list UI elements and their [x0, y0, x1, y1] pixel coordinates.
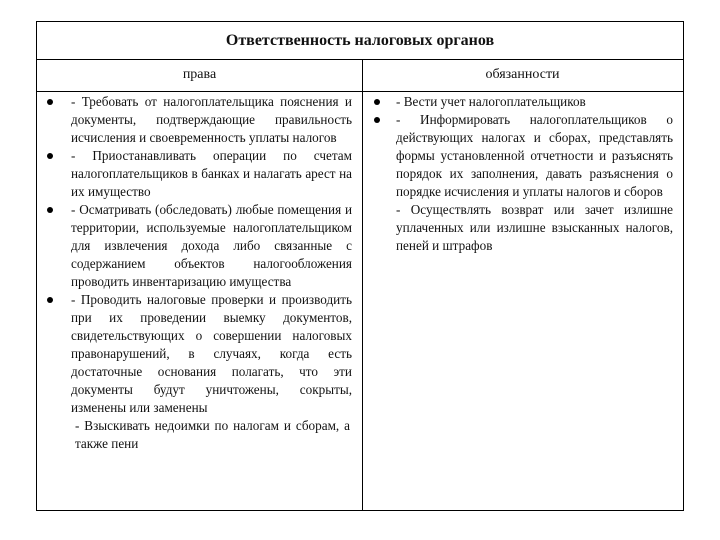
bullet-icon [47, 99, 53, 105]
bullet-icon [374, 99, 380, 105]
list-item-text: - Осматривать (обследовать) любые помещения и территории, используемые налогоплательщиком для извлечения дохода либо связанные с содержанием объектов налогообложения проводить инвентаризацию имущества [71, 202, 352, 289]
list-item-text: - Приостанавливать операции по счетам налогоплательщиков в банках и налагать арест на их имущество [71, 148, 352, 199]
list-item-text: - Требовать от налогоплательщика пояснения и документы, подтверждающие правильность исчисления и своевременность уплаты налогов [71, 94, 352, 145]
column-header-rights: права [182, 67, 217, 82]
list-item-text: - Проводить налоговые проверки и производить при их проведении выемку документов, свидетельствующих о совершении налоговых правонарушений, в случаях, когда есть достаточные основания полагать, что эти документы будут уничтожены, сокрыты, изменены или заменены [71, 292, 352, 415]
list-item [363, 111, 685, 201]
list-item [363, 93, 685, 111]
list-item-text: - Вести учет налогоплательщиков [396, 94, 586, 109]
column-header-row [37, 59, 683, 92]
list-item-text: - Взыскивать недоимки по налогам и сборам, а также пени [75, 418, 350, 451]
list-item-text: - Осуществлять возврат или зачет излишне уплаченных или излишне взысканных налогов, пеней и штрафов [396, 202, 673, 253]
column-header-duties: обязанности [485, 67, 560, 82]
bullet-icon [47, 297, 53, 303]
list-item [37, 291, 362, 417]
list-item [37, 201, 362, 291]
duties-list [363, 93, 685, 255]
list-item [37, 93, 362, 147]
list-item [37, 417, 362, 453]
list-item [363, 201, 685, 255]
table-title: Ответственность налоговых органов [37, 22, 683, 60]
bullet-icon [47, 207, 53, 213]
rights-list [37, 93, 362, 453]
bullet-icon [374, 117, 380, 123]
responsibility-table [36, 21, 684, 511]
list-item-text: - Информировать налогоплательщиков о действующих налогах и сборах, представлять формы установленной отчетности и разъяснять порядок их заполнения, давать разъяснения о порядке исчисления и уплаты налогов и сборов [396, 112, 673, 199]
bullet-icon [47, 153, 53, 159]
list-item [37, 147, 362, 201]
